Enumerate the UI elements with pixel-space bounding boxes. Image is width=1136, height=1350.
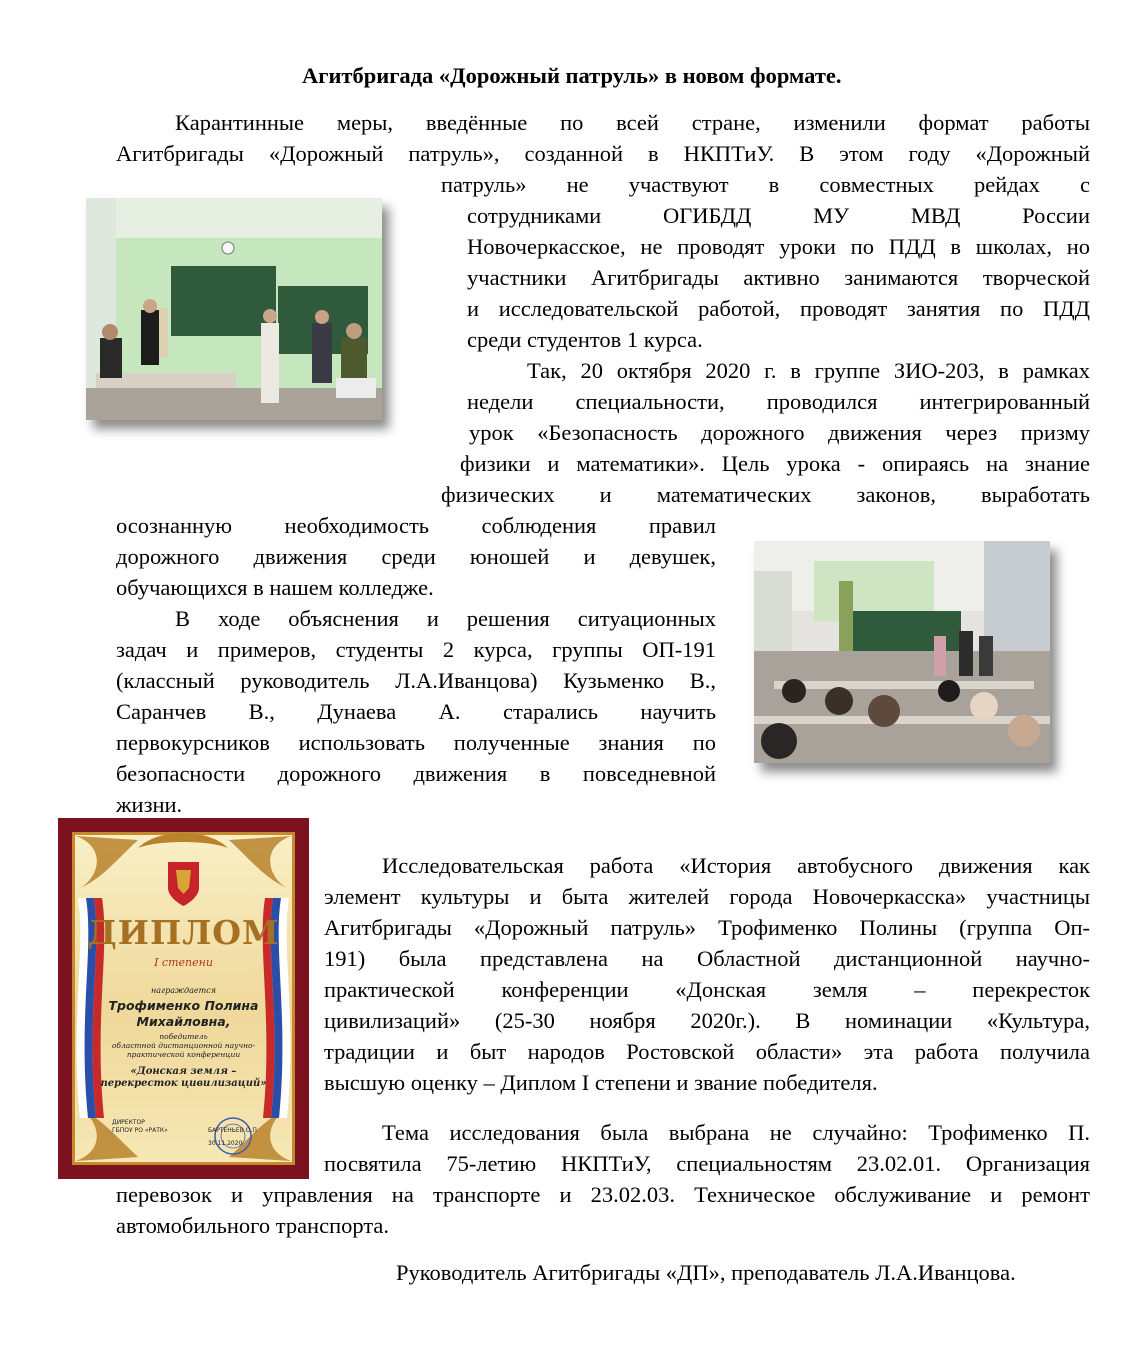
- body-line: среди студентов 1 курса.: [467, 327, 703, 352]
- body-line: практической конференции «Донская земля – перекресток: [324, 977, 1090, 1002]
- body-line: обучающихся в нашем колледже.: [116, 575, 434, 600]
- body-line: задач и примеров, студенты 2 курса, группы ОП-191: [116, 637, 716, 662]
- diploma-director: ДИРЕКТОР: [112, 1119, 145, 1126]
- diploma-conf-name1: «Донская земля –: [130, 1066, 237, 1077]
- diploma-date: 30.11.2020: [208, 1140, 243, 1147]
- body-line: цивилизаций» (25-30 ноября 2020г.). В номинации «Культура,: [324, 1008, 1090, 1033]
- body-line: участники Агитбригады активно занимаются творческой: [467, 265, 1090, 290]
- body-line: осознанную необходимость соблюдения правил: [116, 513, 716, 538]
- diploma-conf-line1: областной дистанционной научно-: [111, 1041, 256, 1050]
- classroom-photo-presentation: [86, 198, 382, 420]
- diploma-awarded: награждается: [150, 986, 216, 995]
- classroom-photo-lesson: [754, 541, 1050, 763]
- diploma-signer: БАРТЕНЬЕВ О.П: [208, 1127, 257, 1134]
- diploma-name-line2: Михайловна,: [136, 1014, 231, 1029]
- body-line: Агитбригады «Дорожный патруль» Трофименко Полины (группа Оп-: [324, 915, 1090, 940]
- body-line: перевозок и управления на транспорте и 23.02.03. Техническое обслуживание и ремонт: [116, 1182, 1090, 1207]
- body-line: первокурсников использовать полученные знания по: [116, 730, 716, 755]
- article-title: Агитбригада «Дорожный патруль» в новом формате.: [302, 63, 842, 88]
- body-line: физических и математических законов, выработать: [441, 482, 1090, 507]
- body-line: (классный руководитель Л.А.Иванцова) Кузьменко В.,: [116, 668, 716, 693]
- body-line: Так, 20 октября 2020 г. в группе ЗИО-203, в рамках: [527, 358, 1090, 383]
- body-line: традиции и быт народов Ростовской области» эта работа получила: [324, 1039, 1090, 1064]
- diploma-org: ГБПОУ РО «РАТК»: [112, 1127, 168, 1134]
- body-line: Тема исследования была выбрана не случайно: Трофименко П.: [382, 1120, 1090, 1145]
- diploma-conf-line2: практической конференции: [126, 1050, 241, 1059]
- diploma-winner-label: победитель: [159, 1032, 208, 1041]
- diploma-title: ДИПЛОМ: [87, 913, 280, 952]
- diploma-conf-name2: перекресток цивилизаций»: [100, 1078, 267, 1089]
- body-line: сотрудниками ОГИБДД МУ МВД России: [467, 203, 1090, 228]
- body-line: физики и математики». Цель урока - опираясь на знание: [460, 451, 1090, 476]
- body-line: элемент культуры и быта жителей города Новочеркасска» участницы: [324, 884, 1090, 909]
- diploma-image: [58, 818, 309, 1179]
- diploma-name-line1: Трофименко Полина: [108, 998, 259, 1013]
- body-line: и исследовательской работой, проводят занятия по ПДД: [467, 296, 1090, 321]
- body-line: Агитбригады «Дорожный патруль», созданной в НКПТиУ. В этом году «Дорожный: [116, 141, 1090, 166]
- diploma-degree: I степени: [154, 956, 213, 969]
- body-line: посвятила 75-летию НКПТиУ, специальностям 23.02.01. Организация: [324, 1151, 1090, 1176]
- body-line: Новочеркасское, не проводят уроки по ПДД в школах, но: [467, 234, 1090, 259]
- diploma-winner: [58, 1032, 309, 1059]
- body-line: недели специальности, проводился интегрированный: [467, 389, 1090, 414]
- diploma-conference-name: [58, 1066, 309, 1090]
- body-line: Саранчев В., Дунаева А. старались научить: [116, 699, 716, 724]
- body-line: урок «Безопасность дорожного движения через призму: [469, 420, 1090, 445]
- body-line: Исследовательская работа «История автобусного движения как: [382, 853, 1090, 878]
- body-line: патруль» не участвуют в совместных рейдах с: [441, 172, 1090, 197]
- diploma-name: [58, 998, 309, 1030]
- body-line: 191) была представлена на Областной дистанционной научно-: [324, 946, 1090, 971]
- body-line: автомобильного транспорта.: [116, 1213, 390, 1238]
- body-line: высшую оценку – Диплом I степени и звание победителя.: [324, 1070, 878, 1095]
- body-line: безопасности дорожного движения в повседневной: [116, 761, 716, 786]
- body-line: Карантинные меры, введённые по всей стране, изменили формат работы: [175, 110, 1090, 135]
- body-line: дорожного движения среди юношей и девушек,: [116, 544, 716, 569]
- body-line: В ходе объяснения и решения ситуационных: [175, 606, 716, 631]
- signature: Руководитель Агитбригады «ДП», преподаватель Л.А.Иванцова.: [396, 1260, 1016, 1285]
- body-line: жизни.: [116, 792, 183, 817]
